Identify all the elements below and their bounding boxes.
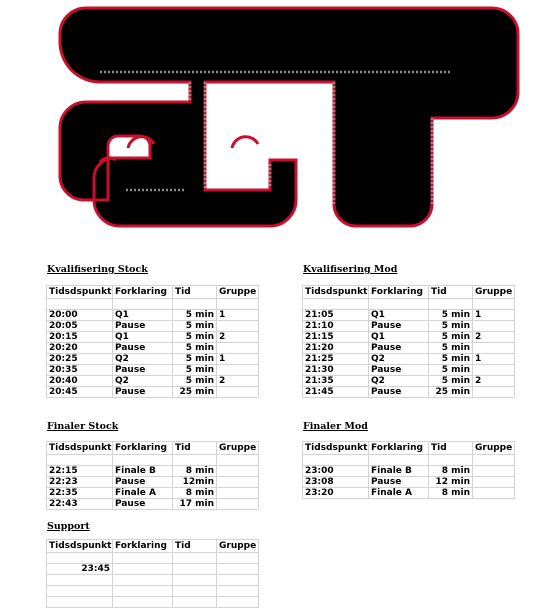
table-row [303,332,515,343]
table-cell: Q2 [113,376,173,387]
table-cell: 20:20 [47,343,113,354]
table-cell: Q2 [113,354,173,365]
table-cell: 21:30 [303,365,369,376]
table-cell [113,455,173,466]
table-cell: 23:45 [47,564,113,575]
table-cell: Q1 [113,332,173,343]
table-cell: 1 [217,354,259,365]
table-cell [217,597,259,608]
table-cell: 2 [217,332,259,343]
table-row [47,299,259,310]
table-cell [473,299,515,310]
table-row [47,553,259,564]
table-cell: Pause [369,477,429,488]
table-cell: 20:00 [47,310,113,321]
table-cell: Pause [113,477,173,488]
table-cell: Q1 [369,332,429,343]
table-kvalifisering-mod [302,285,515,398]
table-cell [173,455,217,466]
table-row [303,310,515,321]
table-cell: 22:23 [47,477,113,488]
table-cell [173,597,217,608]
table-cell [113,299,173,310]
table-kvalifisering-stock [46,285,259,398]
table-cell: Finale B [113,466,173,477]
table-cell: 5 min [429,321,473,332]
column-header: Forklaring [113,442,173,455]
table-cell [113,553,173,564]
table-cell: 5 min [173,343,217,354]
column-header: Tid [173,442,217,455]
table-cell: 8 min [173,488,217,499]
table-cell: 23:20 [303,488,369,499]
table-cell [473,466,515,477]
table-cell: 5 min [429,354,473,365]
table-row [303,455,515,466]
table-cell: 20:45 [47,387,113,398]
column-header: Tidsdspunkt [47,286,113,299]
table-cell: 22:15 [47,466,113,477]
table-cell: 12 min [429,477,473,488]
table-cell: Q2 [369,376,429,387]
table-cell: 2 [473,332,515,343]
table-cell: 20:15 [47,332,113,343]
table-cell [473,343,515,354]
table-row [47,466,259,477]
table-cell [173,299,217,310]
table-cell: 8 min [429,488,473,499]
table-row [47,564,259,575]
column-header: Forklaring [113,286,173,299]
table-cell [217,365,259,376]
column-header: Tidsdspunkt [47,442,113,455]
column-header: Gruppe [217,442,259,455]
table-cell [113,575,173,586]
table-row [303,299,515,310]
table-cell: 22:43 [47,499,113,510]
table-cell: 5 min [173,376,217,387]
table-cell: 21:35 [303,376,369,387]
table-cell: Pause [113,321,173,332]
table-cell: 1 [217,310,259,321]
table-cell [173,564,217,575]
table-cell: Finale A [113,488,173,499]
table-cell: 8 min [429,466,473,477]
column-header: Tidsdspunkt [303,286,369,299]
table-cell: 23:00 [303,466,369,477]
table-cell: 5 min [429,310,473,321]
track-layout-image [0,0,556,240]
table-cell: 21:45 [303,387,369,398]
column-header: Gruppe [473,442,515,455]
column-header: Gruppe [217,286,259,299]
table-cell: Pause [113,387,173,398]
table-row [47,575,259,586]
table-cell: 17 min [173,499,217,510]
table-cell [47,586,113,597]
table-cell: 20:40 [47,376,113,387]
table-cell: 5 min [429,365,473,376]
table-cell: 21:05 [303,310,369,321]
table-cell: Pause [369,387,429,398]
table-cell [217,455,259,466]
table-row [47,332,259,343]
table-finaler-stock [46,441,259,510]
table-cell: 21:25 [303,354,369,365]
table-row [303,376,515,387]
table-row [47,477,259,488]
table-row [47,343,259,354]
table-row [47,354,259,365]
table-row [303,343,515,354]
table-row [47,387,259,398]
table-cell [369,455,429,466]
table-cell [173,553,217,564]
table-row [47,376,259,387]
table-cell [217,575,259,586]
table-cell [473,387,515,398]
table-cell [473,365,515,376]
table-cell: 21:15 [303,332,369,343]
table-cell [217,499,259,510]
table-cell: 20:05 [47,321,113,332]
table-row [47,488,259,499]
table-cell: Finale A [369,488,429,499]
column-header: Forklaring [369,286,429,299]
table-cell [217,553,259,564]
table-cell: Q1 [369,310,429,321]
table-row [303,321,515,332]
track-surface [60,8,518,226]
table-cell [47,597,113,608]
column-header: Tid [429,286,473,299]
table-cell [113,597,173,608]
table-cell [217,343,259,354]
table-cell [217,477,259,488]
table-cell [217,387,259,398]
table-cell: 21:10 [303,321,369,332]
table-cell: 5 min [429,332,473,343]
table-cell: 5 min [173,332,217,343]
column-header: Tid [173,540,217,553]
table-cell [47,575,113,586]
table-cell [369,299,429,310]
table-cell: 20:25 [47,354,113,365]
table-cell [217,299,259,310]
table-cell: 5 min [429,376,473,387]
table-cell [217,466,259,477]
table-row [47,455,259,466]
table-cell [113,564,173,575]
table-cell: 8 min [173,466,217,477]
table-cell [429,299,473,310]
title-kvalifisering-mod: Kvalifisering Mod [303,264,398,275]
table-row [47,586,259,597]
column-header: Gruppe [217,540,259,553]
table-cell [473,477,515,488]
table-cell [47,553,113,564]
table-cell [217,586,259,597]
column-header: Tid [173,286,217,299]
column-header: Tidsdspunkt [47,540,113,553]
table-cell: 1 [473,354,515,365]
title-support: Support [47,521,90,532]
table-cell: Pause [369,343,429,354]
table-cell: Pause [113,365,173,376]
column-header: Forklaring [113,540,173,553]
table-cell [47,299,113,310]
column-header: Gruppe [473,286,515,299]
table-cell: Pause [113,499,173,510]
title-finaler-stock: Finaler Stock [47,421,119,432]
table-cell: 12min [173,477,217,488]
table-cell [217,564,259,575]
table-cell [173,575,217,586]
table-row [47,321,259,332]
table-finaler-mod [302,441,515,499]
column-header: Forklaring [369,442,429,455]
table-row [303,354,515,365]
title-finaler-mod: Finaler Mod [303,421,368,432]
table-cell: 20:35 [47,365,113,376]
table-cell: Pause [369,321,429,332]
table-cell [47,455,113,466]
table-row [303,488,515,499]
column-header: Tid [429,442,473,455]
table-cell [429,455,473,466]
table-cell [217,321,259,332]
table-support [46,539,259,608]
table-cell [113,586,173,597]
table-cell: Finale B [369,466,429,477]
table-cell [473,455,515,466]
table-cell: 25 min [429,387,473,398]
table-cell: 5 min [173,354,217,365]
table-cell: Pause [113,343,173,354]
table-cell: 2 [217,376,259,387]
table-cell: Q1 [113,310,173,321]
table-cell [473,488,515,499]
table-cell [303,299,369,310]
table-cell: 5 min [173,321,217,332]
table-cell: Q2 [369,354,429,365]
table-cell: Pause [369,365,429,376]
table-row [47,499,259,510]
column-header: Tidsdspunkt [303,442,369,455]
table-row [303,365,515,376]
table-cell: 21:20 [303,343,369,354]
table-cell: 5 min [173,365,217,376]
table-cell [473,321,515,332]
table-cell [173,586,217,597]
table-row [47,597,259,608]
table-cell: 2 [473,376,515,387]
table-row [47,365,259,376]
table-row [303,466,515,477]
table-cell [217,488,259,499]
table-cell: 5 min [429,343,473,354]
table-row [47,310,259,321]
table-cell: 1 [473,310,515,321]
title-kvalifisering-stock: Kvalifisering Stock [47,264,148,275]
table-cell: 5 min [173,310,217,321]
table-row [303,387,515,398]
table-cell: 23:08 [303,477,369,488]
table-cell: 22:35 [47,488,113,499]
table-cell [303,455,369,466]
table-cell: 25 min [173,387,217,398]
table-row [303,477,515,488]
